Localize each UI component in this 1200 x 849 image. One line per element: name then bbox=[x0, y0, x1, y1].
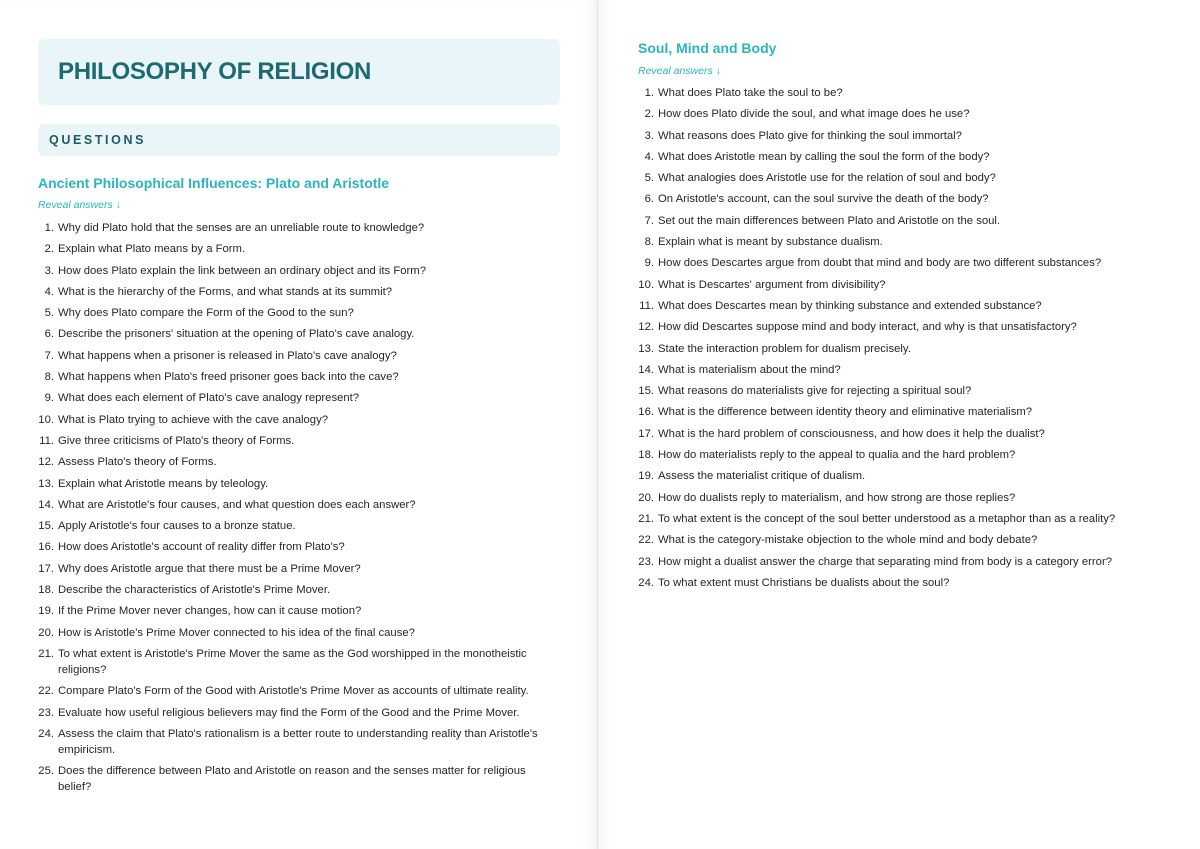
question-number: 15. bbox=[38, 520, 54, 533]
question-list-ancient-influences bbox=[38, 220, 558, 800]
question-number: 12. bbox=[38, 456, 54, 469]
question-text: Explain what Aristotle means by teleology. bbox=[58, 477, 269, 490]
question-text: What analogies does Aristotle use for the relation of soul and body? bbox=[658, 172, 996, 185]
question-text: What happens when Plato's freed prisoner goes back into the cave? bbox=[58, 371, 399, 384]
question-text: State the interaction problem for dualism precisely. bbox=[658, 342, 911, 355]
question-item bbox=[38, 497, 558, 513]
question-text: How do materialists reply to the appeal to qualia and the hard problem? bbox=[658, 449, 1016, 462]
question-number: 7. bbox=[44, 349, 54, 362]
question-text: What does Aristotle mean by calling the soul the form of the body? bbox=[658, 150, 990, 163]
question-item bbox=[38, 625, 558, 641]
question-text: Apply Aristotle's four causes to a bronze statue. bbox=[58, 520, 296, 533]
question-text: On Aristotle's account, can the soul survive the death of the body? bbox=[658, 193, 989, 206]
question-text: To what extent is Aristotle's Prime Mover the same as the God worshipped in the monotheistic religions? bbox=[58, 647, 527, 676]
title-banner bbox=[38, 39, 560, 105]
question-number: 22. bbox=[638, 534, 654, 547]
question-number: 13. bbox=[638, 342, 654, 355]
question-text: How does Plato divide the soul, and what image does he use? bbox=[658, 108, 970, 121]
question-number: 16. bbox=[38, 541, 54, 554]
question-number: 10. bbox=[38, 413, 54, 426]
question-number: 23. bbox=[38, 706, 54, 719]
document-title: PHILOSOPHY OF RELIGION bbox=[58, 58, 371, 85]
question-text: What is Plato trying to achieve with the cave analogy? bbox=[58, 413, 329, 426]
question-item bbox=[638, 362, 1158, 378]
question-number: 24. bbox=[38, 727, 54, 740]
question-number: 21. bbox=[38, 647, 54, 660]
question-item bbox=[38, 561, 558, 577]
question-text: What reasons does Plato give for thinking the soul immortal? bbox=[658, 129, 962, 142]
question-item bbox=[38, 705, 558, 721]
question-item bbox=[38, 683, 558, 699]
question-item bbox=[38, 539, 558, 555]
question-number: 13. bbox=[38, 477, 54, 490]
question-item bbox=[638, 341, 1158, 357]
question-text: How did Descartes suppose mind and body interact, and why is that unsatisfactory? bbox=[658, 321, 1077, 334]
question-item bbox=[638, 511, 1158, 527]
question-item bbox=[38, 433, 558, 449]
question-text: What is the difference between identity theory and eliminative materialism? bbox=[658, 406, 1033, 419]
question-item bbox=[38, 305, 558, 321]
question-number: 16. bbox=[638, 406, 654, 419]
question-number: 1. bbox=[644, 87, 654, 99]
question-item bbox=[38, 646, 558, 678]
question-text: Compare Plato's Form of the Good with Aristotle's Prime Mover as accounts of ultimate reality. bbox=[58, 685, 529, 698]
section-title-ancient-influences: Ancient Philosophical Influences: Plato and Aristotle bbox=[38, 175, 390, 191]
question-item bbox=[638, 191, 1158, 207]
question-item bbox=[38, 326, 558, 342]
question-number: 7. bbox=[644, 214, 654, 227]
question-number: 17. bbox=[38, 562, 54, 575]
question-text: Explain what Plato means by a Form. bbox=[58, 243, 246, 256]
question-number: 8. bbox=[44, 371, 54, 384]
question-text: Give three criticisms of Plato's theory of Forms. bbox=[58, 434, 295, 447]
question-text: To what extent must Christians be dualists about the soul? bbox=[658, 576, 950, 589]
question-number: 4. bbox=[644, 150, 654, 163]
question-text: What is the hard problem of consciousness, and how does it help the dualist? bbox=[658, 427, 1045, 440]
questions-heading: QUESTIONS bbox=[49, 133, 147, 147]
question-text: What does each element of Plato's cave analogy represent? bbox=[58, 392, 360, 405]
question-text: Assess the claim that Plato's rationalism is a better route to understanding reality than Aristotle's empiricism. bbox=[58, 727, 538, 756]
question-item bbox=[638, 447, 1158, 463]
question-item bbox=[38, 348, 558, 364]
question-number: 9. bbox=[644, 257, 654, 270]
question-text: What is the hierarchy of the Forms, and what stands at its summit? bbox=[58, 285, 393, 298]
page-gutter bbox=[597, 0, 598, 849]
question-item bbox=[638, 468, 1158, 484]
question-text: How does Plato explain the link between an ordinary object and its Form? bbox=[58, 264, 426, 277]
question-item bbox=[38, 603, 558, 619]
question-item bbox=[638, 298, 1158, 314]
question-item bbox=[38, 454, 558, 470]
question-item bbox=[638, 234, 1158, 250]
question-item bbox=[638, 170, 1158, 186]
question-number: 5. bbox=[44, 307, 54, 320]
question-text: Why does Plato compare the Form of the Good to the sun? bbox=[58, 307, 354, 320]
question-item bbox=[38, 390, 558, 406]
question-item bbox=[638, 404, 1158, 420]
question-item bbox=[638, 554, 1158, 570]
question-number: 19. bbox=[638, 470, 654, 483]
question-item bbox=[638, 426, 1158, 442]
question-number: 6. bbox=[644, 193, 654, 206]
question-number: 15. bbox=[638, 385, 654, 398]
question-item bbox=[638, 149, 1158, 165]
question-item bbox=[38, 284, 558, 300]
reveal-answers-link-soul-mind-body[interactable]: Reveal answers ↓ bbox=[638, 65, 721, 77]
question-number: 22. bbox=[38, 685, 54, 698]
question-list-soul-mind-body bbox=[638, 85, 1158, 596]
question-number: 14. bbox=[638, 363, 654, 376]
question-text: Does the difference between Plato and Aristotle on reason and the senses matter for religious belief? bbox=[58, 765, 526, 794]
question-number: 10. bbox=[638, 278, 654, 291]
question-text: Set out the main differences between Plato and Aristotle on the soul. bbox=[658, 214, 1001, 227]
question-text: How might a dualist answer the charge that separating mind from body is a category error? bbox=[658, 555, 1112, 568]
question-item bbox=[638, 277, 1158, 293]
question-item bbox=[38, 263, 558, 279]
question-text: What happens when a prisoner is released in Plato's cave analogy? bbox=[58, 349, 397, 362]
question-item bbox=[38, 241, 558, 257]
question-text: Evaluate how useful religious believers may find the Form of the Good and the Prime Mover. bbox=[58, 706, 520, 719]
question-item bbox=[38, 763, 558, 795]
question-text: What is the category-mistake objection to the whole mind and body debate? bbox=[658, 534, 1038, 547]
question-item bbox=[38, 518, 558, 534]
question-text: What does Descartes mean by thinking substance and extended substance? bbox=[658, 299, 1042, 312]
question-text: How is Aristotle's Prime Mover connected to his idea of the final cause? bbox=[58, 626, 415, 639]
question-number: 18. bbox=[38, 584, 54, 597]
question-item bbox=[38, 582, 558, 598]
question-item bbox=[38, 220, 558, 236]
question-text: What are Aristotle's four causes, and what question does each answer? bbox=[58, 498, 416, 511]
question-number: 3. bbox=[44, 264, 54, 277]
question-item bbox=[38, 369, 558, 385]
question-number: 4. bbox=[44, 285, 54, 298]
question-text: To what extent is the concept of the soul better understood as a metaphor than as a reality? bbox=[658, 512, 1116, 525]
question-number: 21. bbox=[638, 512, 654, 525]
question-item bbox=[38, 476, 558, 492]
question-text: Why did Plato hold that the senses are an unreliable route to knowledge? bbox=[58, 222, 425, 234]
question-text: If the Prime Mover never changes, how can it cause motion? bbox=[58, 605, 362, 618]
question-item bbox=[638, 106, 1158, 122]
question-number: 20. bbox=[638, 491, 654, 504]
question-item bbox=[638, 383, 1158, 399]
question-number: 18. bbox=[638, 449, 654, 462]
questions-banner bbox=[38, 124, 560, 156]
question-number: 2. bbox=[44, 243, 54, 256]
question-text: Describe the characteristics of Aristotle's Prime Mover. bbox=[58, 584, 331, 597]
question-number: 8. bbox=[644, 236, 654, 249]
question-text: What does Plato take the soul to be? bbox=[658, 87, 843, 99]
question-number: 14. bbox=[38, 498, 54, 511]
question-item bbox=[638, 128, 1158, 144]
question-text: What reasons do materialists give for rejecting a spiritual soul? bbox=[658, 385, 972, 398]
question-number: 24. bbox=[638, 576, 654, 589]
question-number: 6. bbox=[44, 328, 54, 341]
question-text: How does Descartes argue from doubt that mind and body are two different substances? bbox=[658, 257, 1102, 270]
question-text: What is Descartes' argument from divisibility? bbox=[658, 278, 886, 291]
question-text: How do dualists reply to materialism, and how strong are those replies? bbox=[658, 491, 1016, 504]
question-item bbox=[638, 255, 1158, 271]
question-number: 25. bbox=[38, 765, 54, 778]
question-item bbox=[638, 490, 1158, 506]
left-page bbox=[0, 0, 598, 849]
question-text: Assess the materialist critique of dualism. bbox=[658, 470, 866, 483]
question-item bbox=[638, 319, 1158, 335]
question-number: 11. bbox=[639, 299, 654, 312]
question-number: 12. bbox=[638, 321, 654, 334]
question-text: Describe the prisoners' situation at the opening of Plato's cave analogy. bbox=[58, 328, 415, 341]
question-number: 20. bbox=[38, 626, 54, 639]
question-number: 3. bbox=[644, 129, 654, 142]
question-number: 1. bbox=[44, 222, 54, 234]
question-item bbox=[638, 85, 1158, 101]
question-text: What is materialism about the mind? bbox=[658, 363, 841, 376]
question-text: Explain what is meant by substance dualism. bbox=[658, 236, 883, 249]
question-item bbox=[638, 532, 1158, 548]
question-number: 17. bbox=[638, 427, 654, 440]
question-item bbox=[38, 726, 558, 758]
question-text: Assess Plato's theory of Forms. bbox=[58, 456, 217, 469]
question-item bbox=[638, 575, 1158, 591]
section-title-soul-mind-body: Soul, Mind and Body bbox=[638, 40, 777, 56]
question-number: 19. bbox=[38, 605, 54, 618]
question-number: 9. bbox=[44, 392, 54, 405]
question-number: 11. bbox=[39, 434, 54, 447]
question-text: How does Aristotle's account of reality differ from Plato's? bbox=[58, 541, 345, 554]
reveal-answers-link-ancient-influences[interactable]: Reveal answers ↓ bbox=[38, 199, 121, 211]
question-item bbox=[638, 213, 1158, 229]
question-item bbox=[38, 412, 558, 428]
question-number: 23. bbox=[638, 555, 654, 568]
question-text: Why does Aristotle argue that there must be a Prime Mover? bbox=[58, 562, 361, 575]
question-number: 2. bbox=[644, 108, 654, 121]
question-number: 5. bbox=[644, 172, 654, 185]
